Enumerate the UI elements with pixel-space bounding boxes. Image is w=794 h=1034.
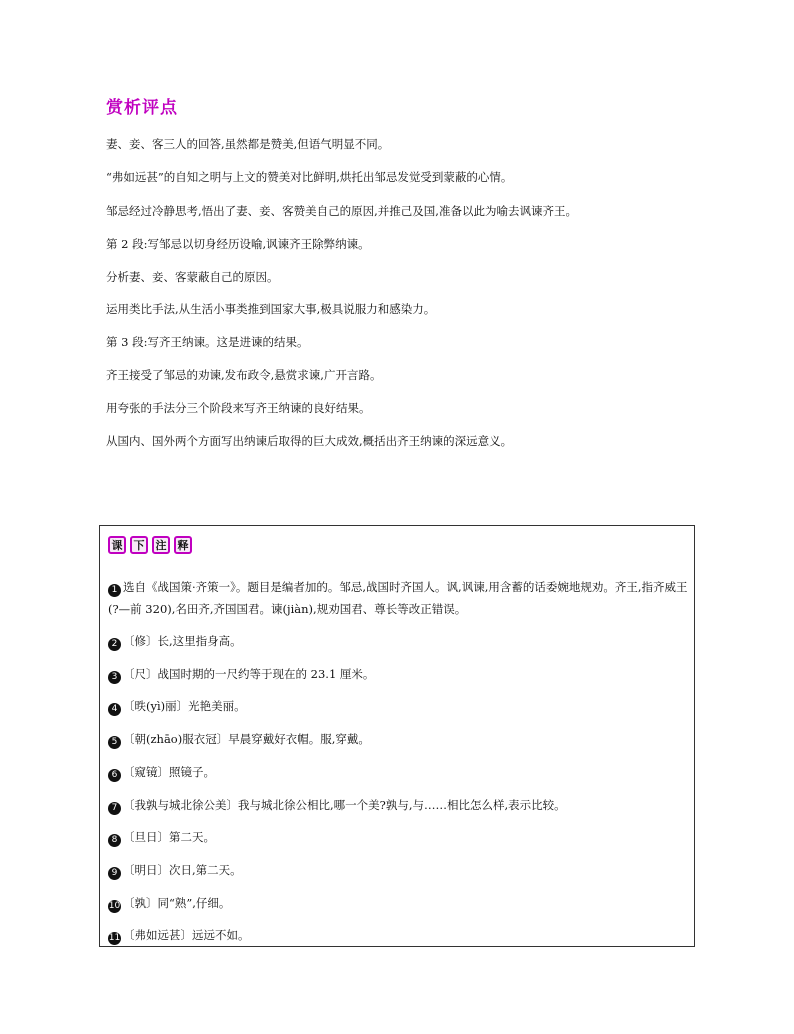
note-item [108, 859, 688, 881]
commentary-paragraph: 从国内、国外两个方面写出纳谏后取得的巨大成效,概括出齐王纳谏的深远意义。 [106, 434, 513, 448]
note-text: 〔窥镜〕照镜子。 [123, 765, 215, 779]
commentary-paragraph: 邹忌经过冷静思考,悟出了妻、妾、客赞美自己的原因,并推己及国,准备以此为喻去讽谏齐王。 [106, 204, 577, 218]
commentary-paragraph: “弗如远甚”的自知之明与上文的赞美对比鲜明,烘托出邹忌发觉受到蒙蔽的心情。 [106, 170, 513, 184]
note-number: 8 [108, 834, 121, 847]
note-item [108, 630, 688, 652]
note-number: 3 [108, 671, 121, 684]
notes-box [99, 525, 695, 947]
note-item [108, 761, 688, 783]
notes-header [108, 536, 192, 554]
commentary-paragraph: 分析妻、妾、客蒙蔽自己的原因。 [106, 270, 279, 284]
note-item [108, 663, 688, 685]
notes-header-char: 课 [108, 536, 126, 554]
commentary-paragraph: 第 3 段:写齐王纳谏。这是进谏的结果。 [106, 335, 309, 349]
section-title: 赏析评点 [106, 98, 178, 118]
note-text: 〔旦日〕第二天。 [123, 830, 215, 844]
note-item [108, 576, 688, 620]
commentary-paragraph: 齐王接受了邹忌的劝谏,发布政令,悬赏求谏,广开言路。 [106, 368, 382, 382]
note-number: 9 [108, 867, 121, 880]
note-item [108, 892, 688, 914]
note-item [108, 695, 688, 717]
note-text: 〔昳(yì)丽〕光艳美丽。 [123, 699, 246, 713]
note-text: 选自《战国策·齐策一》。题目是编者加的。邹忌,战国时齐国人。讽,讽谏,用含蓄的话委婉地规劝。齐王,指齐威王(?—前 320),名田齐,齐国国君。谏(jiàn),规劝国君、尊长等改正错误。 [108, 580, 688, 616]
note-text: 〔孰〕同“熟”,仔细。 [123, 896, 231, 910]
note-item [108, 826, 688, 848]
note-number: 10 [108, 901, 121, 911]
note-text: 〔弗如远甚〕远远不如。 [123, 928, 250, 942]
note-text: 〔朝(zhāo)服衣冠〕早晨穿戴好衣帽。服,穿戴。 [123, 732, 370, 746]
note-number: 7 [108, 802, 121, 815]
note-item [108, 794, 688, 816]
note-number: 5 [108, 736, 121, 749]
notes-header-char: 释 [174, 536, 192, 554]
note-item [108, 728, 688, 750]
note-text: 〔修〕长,这里指身高。 [123, 634, 242, 648]
notes-header-char: 注 [152, 536, 170, 554]
note-number: 11 [108, 933, 121, 943]
notes-header-char: 下 [130, 536, 148, 554]
note-number: 2 [108, 638, 121, 651]
note-text: 〔明日〕次日,第二天。 [123, 863, 242, 877]
commentary-paragraph: 妻、妾、客三人的回答,虽然都是赞美,但语气明显不同。 [106, 137, 390, 151]
commentary-paragraph: 第 2 段:写邹忌以切身经历设喻,讽谏齐王除弊纳谏。 [106, 237, 370, 251]
note-number: 6 [108, 769, 121, 782]
note-number: 1 [108, 584, 121, 597]
note-text: 〔尺〕战国时期的一尺约等于现在的 23.1 厘米。 [123, 667, 375, 681]
note-item [108, 924, 688, 946]
note-number: 4 [108, 703, 121, 716]
commentary-paragraph: 用夸张的手法分三个阶段来写齐王纳谏的良好结果。 [106, 401, 371, 415]
note-text: 〔我孰与城北徐公美〕我与城北徐公相比,哪一个美?孰与,与……相比怎么样,表示比较。 [123, 798, 566, 812]
commentary-paragraph: 运用类比手法,从生活小事类推到国家大事,极具说服力和感染力。 [106, 302, 436, 316]
